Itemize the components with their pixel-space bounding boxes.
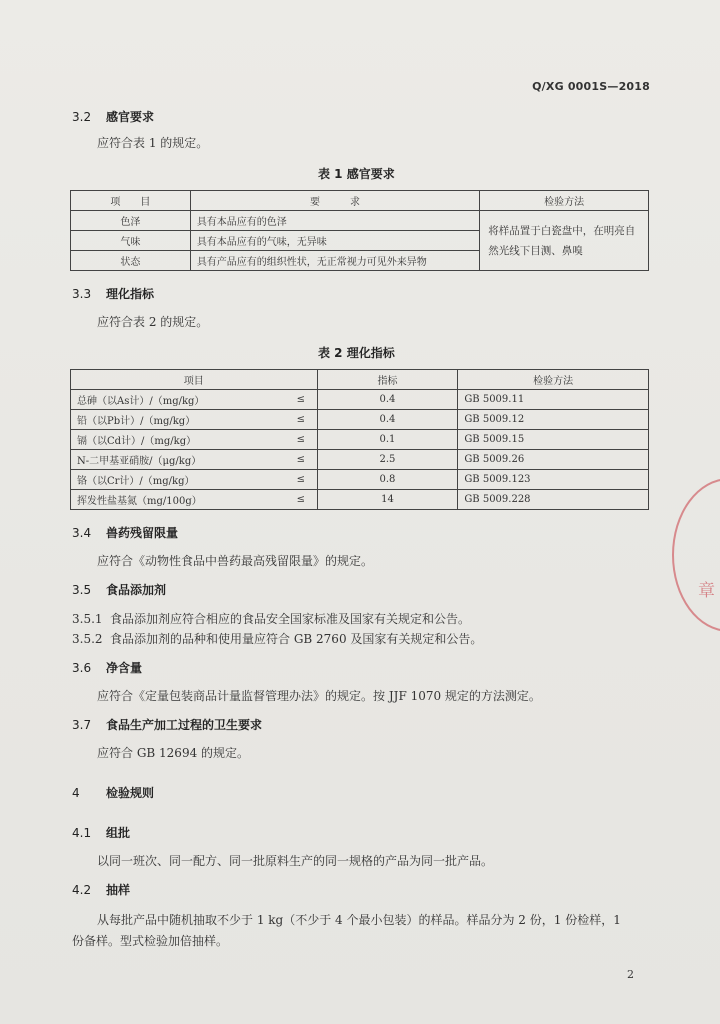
table-cell: 具有本品应有的气味，无异味 xyxy=(190,231,479,251)
table-header-cell: 项目 xyxy=(71,370,318,390)
section-number: 3.3 xyxy=(72,287,92,301)
section-number: 3.7 xyxy=(72,718,92,732)
table-cell: GB 5009.26 xyxy=(458,450,649,470)
table-cell: ≤ xyxy=(285,450,317,470)
section-4-1-text: 以同一班次、同一配方、同一批原料生产的同一规格的产品为同一批产品。 xyxy=(97,854,494,868)
table-header-cell: 检验方法 xyxy=(480,191,649,211)
table-row xyxy=(71,430,649,450)
table-cell-method: 将样品置于白瓷盘中，在明亮自然光线下目测、鼻嗅 xyxy=(480,211,649,271)
section-number: 3.6 xyxy=(72,661,92,675)
table-cell: 0.4 xyxy=(317,410,458,430)
table-cell: 0.8 xyxy=(317,470,458,490)
table-row xyxy=(71,450,649,470)
table-row xyxy=(71,410,649,430)
table-header-cell: 检验方法 xyxy=(458,370,649,390)
standard-code: Q/XG 0001S—2018 xyxy=(532,80,650,93)
table-cell: 0.1 xyxy=(317,430,458,450)
table-cell: N-二甲基亚硝胺/（μg/kg） xyxy=(71,450,286,470)
section-number: 4.1 xyxy=(72,826,92,840)
clause-text: 食品添加剂的品种和使用量应符合 GB 2760 及国家有关规定和公告。 xyxy=(110,632,483,646)
table-cell: 镉（以Cd计）/（mg/kg） xyxy=(71,430,286,450)
table-1-caption: 表 1 感官要求 xyxy=(318,167,395,181)
stamp-glyph: 章 xyxy=(698,581,715,601)
section-3-2-text: 应符合表 1 的规定。 xyxy=(97,136,209,150)
section-3-5-heading xyxy=(72,581,166,598)
physicochemical-table xyxy=(70,369,649,510)
page-number: 2 xyxy=(627,968,634,981)
table-cell: 0.4 xyxy=(317,390,458,410)
table-header-cell: 指标 xyxy=(317,370,458,390)
section-3-2-heading xyxy=(72,108,154,125)
table-cell: ≤ xyxy=(285,390,317,410)
section-3-3-heading xyxy=(72,285,154,302)
table-cell: 2.5 xyxy=(317,450,458,470)
table-cell: ≤ xyxy=(285,490,317,510)
clause-number: 3.5.2 xyxy=(72,632,103,646)
table-header-row xyxy=(71,191,649,211)
section-4-2-text-line2: 份备样。型式检验加倍抽样。 xyxy=(72,934,229,948)
section-title: 感官要求 xyxy=(106,110,155,124)
table-cell: ≤ xyxy=(285,470,317,490)
table-row xyxy=(71,490,649,510)
table-cell: 挥发性盐基氮（mg/100g） xyxy=(71,490,286,510)
table-cell: 铅（以Pb计）/（mg/kg） xyxy=(71,410,286,430)
section-3-4-text: 应符合《动物性食品中兽药最高残留限量》的规定。 xyxy=(97,554,374,568)
table-2-caption: 表 2 理化指标 xyxy=(318,346,395,360)
table-cell: 状态 xyxy=(71,251,191,271)
table-cell: 色泽 xyxy=(71,211,191,231)
section-number: 4.2 xyxy=(72,883,92,897)
section-title: 食品添加剂 xyxy=(106,583,167,597)
section-3-6-text: 应符合《定量包装商品计量监督管理办法》的规定。按 JJF 1070 规定的方法测定。 xyxy=(97,689,541,703)
table-header-cell: 项 目 xyxy=(71,191,191,211)
table-row xyxy=(71,211,649,231)
table-cell: GB 5009.15 xyxy=(458,430,649,450)
table-cell: 14 xyxy=(317,490,458,510)
clause-text: 食品添加剂应符合相应的食品安全国家标准及国家有关规定和公告。 xyxy=(110,612,471,626)
section-4-2-heading xyxy=(72,881,130,898)
section-3-7-text: 应符合 GB 12694 的规定。 xyxy=(97,746,250,760)
section-title: 抽样 xyxy=(106,883,131,897)
table-row xyxy=(71,470,649,490)
section-title: 净含量 xyxy=(106,661,143,675)
section-4-1-heading xyxy=(72,824,130,841)
section-title: 兽药残留限量 xyxy=(106,526,179,540)
section-number: 3.2 xyxy=(72,110,92,124)
table-cell: GB 5009.11 xyxy=(458,390,649,410)
section-number: 3.4 xyxy=(72,526,92,540)
table-cell: GB 5009.123 xyxy=(458,470,649,490)
table-cell: 总砷（以As计）/（mg/kg） xyxy=(71,390,286,410)
table-cell: 气味 xyxy=(71,231,191,251)
section-3-5-2 xyxy=(72,630,482,647)
red-seal-stamp xyxy=(672,478,720,632)
section-3-3-text: 应符合表 2 的规定。 xyxy=(97,315,209,329)
table-cell: 具有产品应有的组织性状，无正常视力可见外来异物 xyxy=(190,251,479,271)
section-title: 检验规则 xyxy=(106,786,155,800)
section-3-4-heading xyxy=(72,524,178,541)
sensory-table xyxy=(70,190,649,271)
table-row xyxy=(71,390,649,410)
section-4-2-text-line1: 从每批产品中随机抽取不少于 1 kg（不少于 4 个最小包装）的样品。样品分为 2 份，1 份检样，1 xyxy=(97,913,621,927)
table-cell: GB 5009.228 xyxy=(458,490,649,510)
clause-number: 3.5.1 xyxy=(72,612,103,626)
table-header-cell: 要 求 xyxy=(190,191,479,211)
table-cell: 铬（以Cr计）/（mg/kg） xyxy=(71,470,286,490)
section-title: 食品生产加工过程的卫生要求 xyxy=(106,718,263,732)
section-title: 组批 xyxy=(106,826,131,840)
table-cell: ≤ xyxy=(285,410,317,430)
section-3-7-heading xyxy=(72,716,262,733)
table-cell: 具有本品应有的色泽 xyxy=(190,211,479,231)
section-4-heading xyxy=(72,784,154,801)
section-3-5-1 xyxy=(72,610,470,627)
table-cell: ≤ xyxy=(285,430,317,450)
table-header-row xyxy=(71,370,649,390)
section-number: 4 xyxy=(72,786,80,800)
section-title: 理化指标 xyxy=(106,287,155,301)
section-3-6-heading xyxy=(72,659,142,676)
section-number: 3.5 xyxy=(72,583,92,597)
table-cell: GB 5009.12 xyxy=(458,410,649,430)
